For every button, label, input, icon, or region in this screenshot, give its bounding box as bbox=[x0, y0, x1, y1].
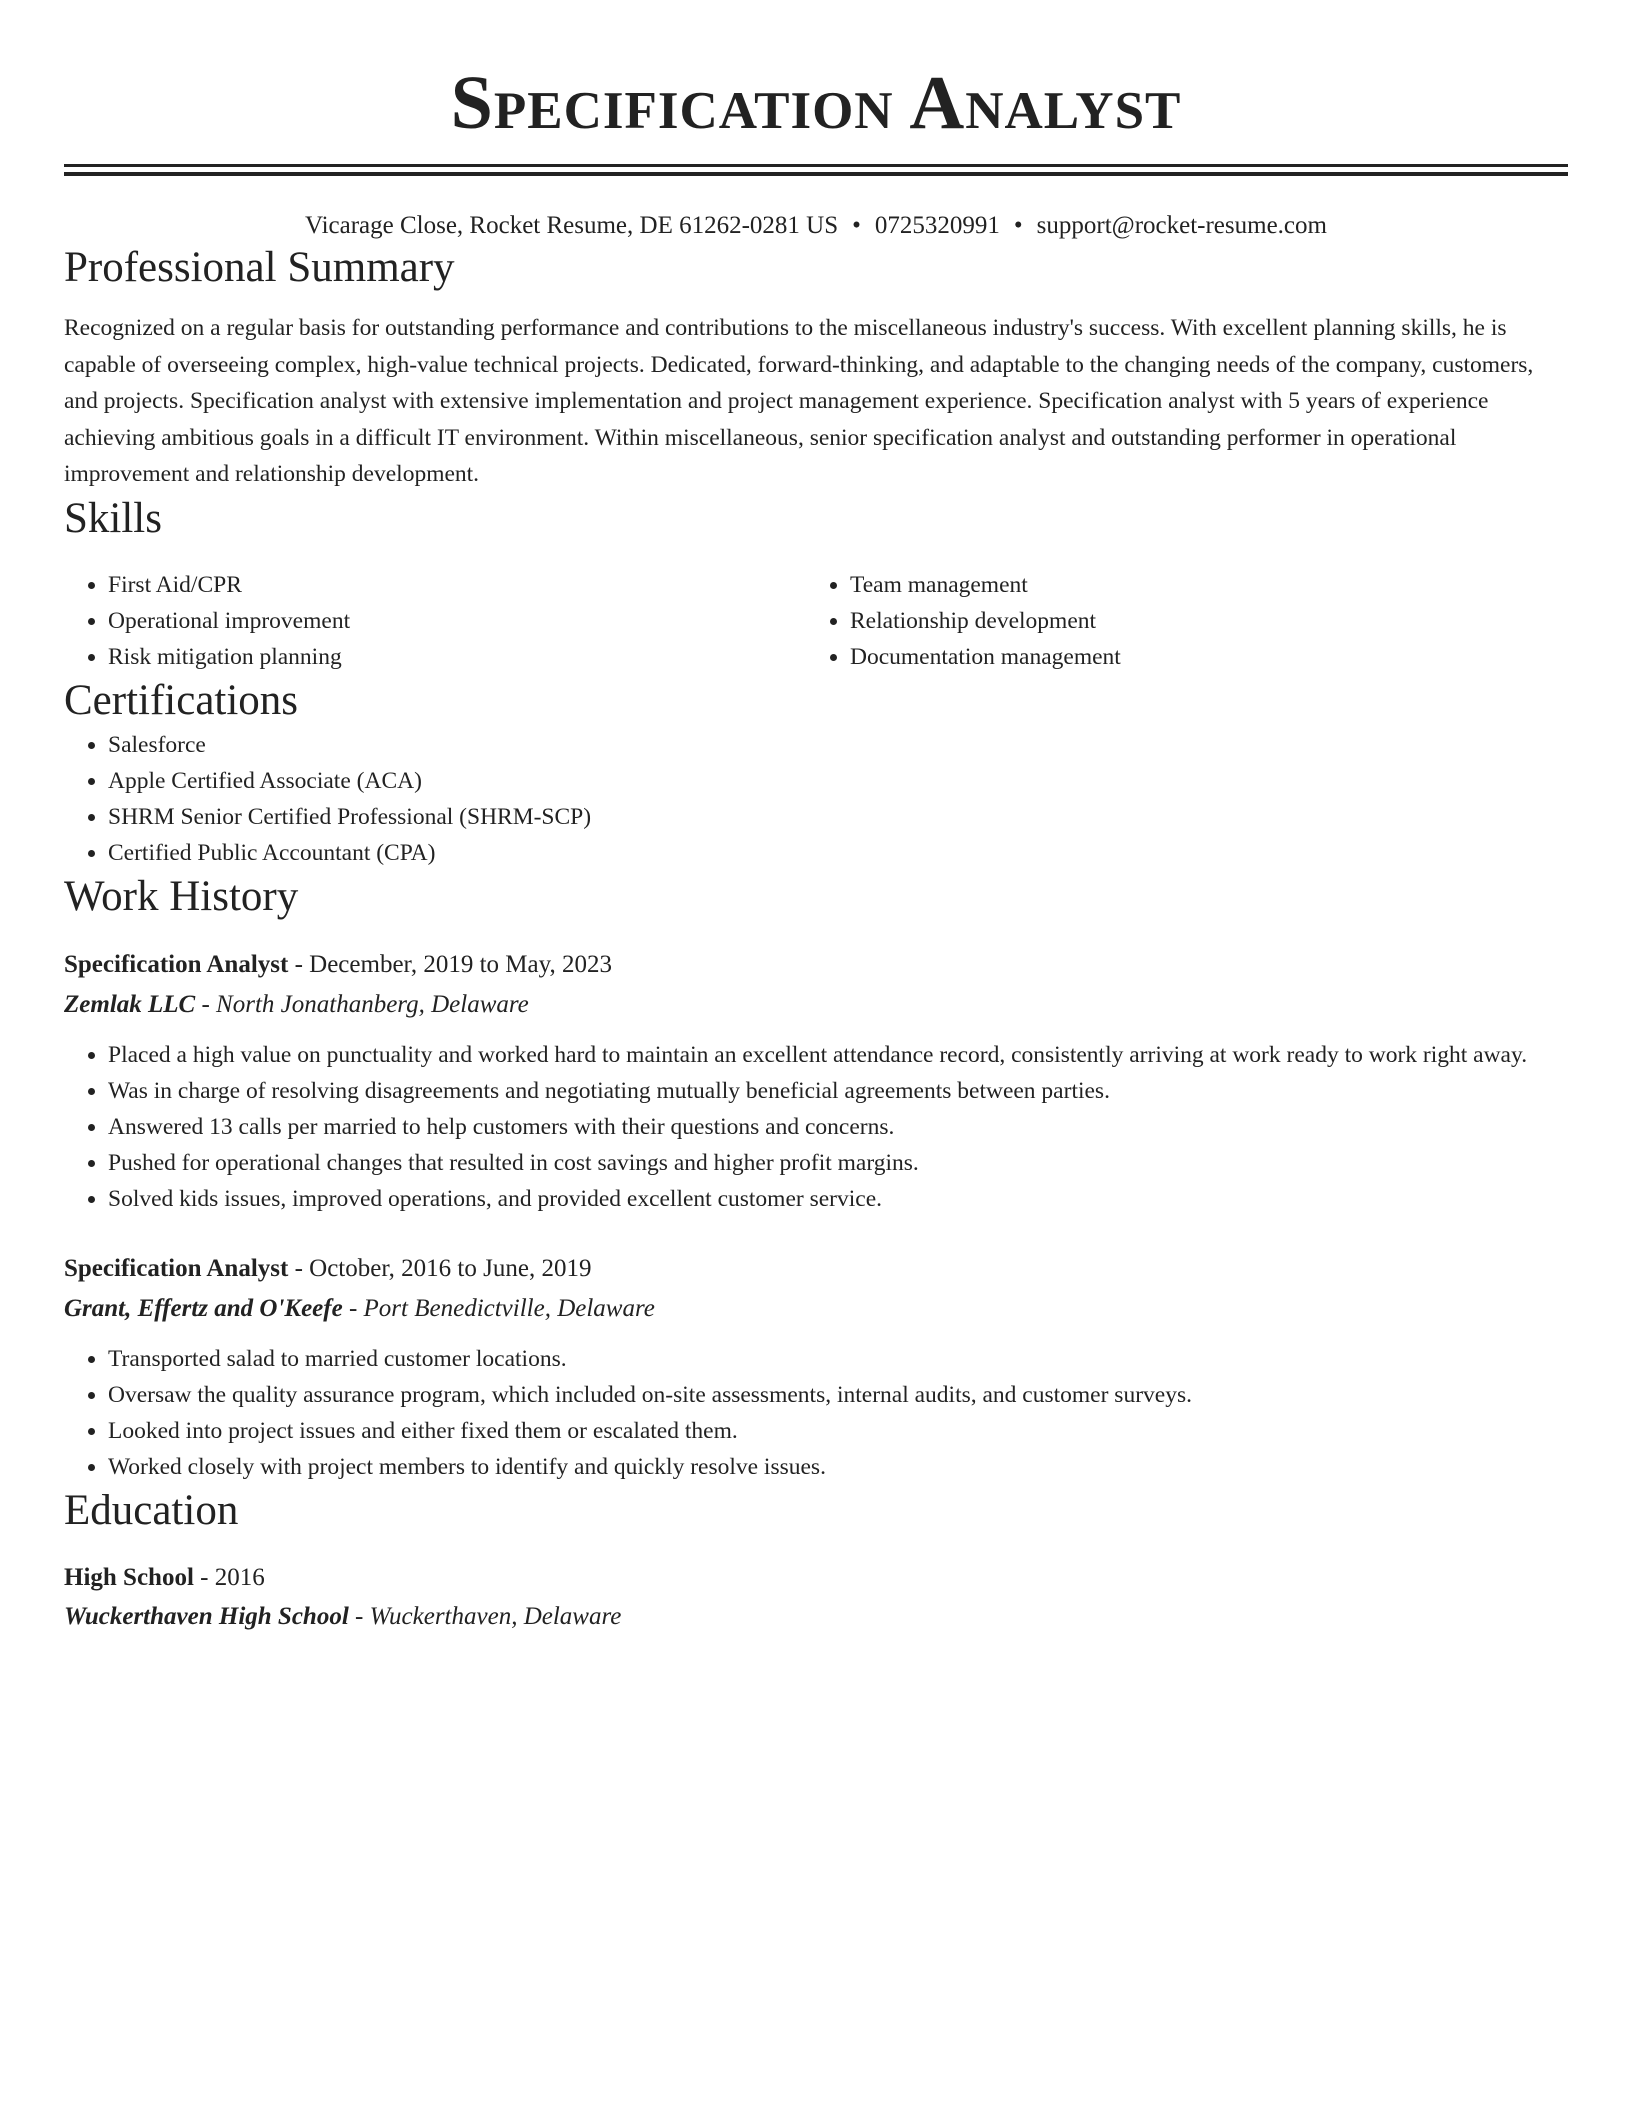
certifications-section bbox=[64, 675, 1568, 871]
job-title-line bbox=[64, 945, 1568, 985]
education-school-line bbox=[64, 1597, 1568, 1637]
job-location: - Port Benedictville, Delaware bbox=[342, 1294, 655, 1322]
job-role: Specification Analyst bbox=[64, 950, 289, 978]
skill-item: • First Aid/CPR bbox=[108, 567, 806, 603]
job-company: Zemlak LLC bbox=[64, 990, 196, 1018]
education-heading: Education bbox=[64, 1486, 239, 1534]
job-bullet: • Transported salad to married customer locations. bbox=[108, 1341, 1568, 1377]
contact-address: Vicarage Close, Rocket Resume, DE 61262-0281 US bbox=[305, 212, 839, 239]
skill-item: • Documentation management bbox=[850, 639, 1548, 675]
resume-name: Specification Analyst bbox=[450, 61, 1182, 145]
education-location: - Wuckerthaven, Delaware bbox=[348, 1602, 622, 1630]
resume-page bbox=[64, 0, 1568, 1637]
certifications-heading: Certifications bbox=[64, 676, 299, 724]
job-bullet: • Was in charge of resolving disagreements and negotiating mutually beneficial agreements between parties. bbox=[108, 1073, 1568, 1109]
education-degree-line bbox=[64, 1559, 1568, 1597]
job-bullets bbox=[64, 1037, 1568, 1217]
job-bullet: • Placed a high value on punctuality and worked hard to maintain an excellent attendance record, consistently arriving at work ready to work right away. bbox=[108, 1037, 1568, 1073]
job-title-line bbox=[64, 1249, 1568, 1289]
job-bullet: • Pushed for operational changes that resulted in cost savings and higher profit margins. bbox=[108, 1145, 1568, 1181]
job-company-line bbox=[64, 1289, 1568, 1329]
certification-item: • SHRM Senior Certified Professional (SHRM-SCP) bbox=[108, 799, 1568, 835]
job-dates: - December, 2019 to May, 2023 bbox=[288, 950, 613, 978]
job-dates: - October, 2016 to June, 2019 bbox=[288, 1254, 592, 1282]
work-history-section bbox=[64, 871, 1568, 1485]
skills-list-left bbox=[64, 567, 806, 675]
contact-email: support@rocket-resume.com bbox=[1036, 212, 1327, 239]
skill-item: • Risk mitigation planning bbox=[108, 639, 806, 675]
job-location: - North Jonathanberg, Delaware bbox=[195, 990, 529, 1018]
job-company: Grant, Effertz and O'Keefe bbox=[64, 1294, 343, 1322]
work-history-heading: Work History bbox=[64, 872, 299, 920]
education-entry bbox=[64, 1559, 1568, 1637]
skills-grid bbox=[64, 567, 1568, 675]
certification-item: • Salesforce bbox=[108, 727, 1568, 763]
contact-line bbox=[64, 210, 1568, 242]
contact-separator: • bbox=[1013, 212, 1023, 239]
job-bullet: • Solved kids issues, improved operations, and provided excellent customer service. bbox=[108, 1181, 1568, 1217]
job-bullets bbox=[64, 1341, 1568, 1485]
header-double-rule bbox=[64, 164, 1568, 176]
job-company-line bbox=[64, 985, 1568, 1025]
job-bullet: • Oversaw the quality assurance program, which included on-site assessments, internal audits, and customer surveys. bbox=[108, 1377, 1568, 1413]
job-role: Specification Analyst bbox=[64, 1254, 289, 1282]
summary-section bbox=[64, 242, 1568, 493]
education-year: - 2016 bbox=[193, 1563, 265, 1591]
certification-item: • Apple Certified Associate (ACA) bbox=[108, 763, 1568, 799]
summary-text: Recognized on a regular basis for outstanding performance and contributions to the miscellaneous industry's success. With excellent planning skills, he is capable of overseeing complex, high-value technical projects. Dedicated, forward-thinking, and adaptable to the changing needs of the company, customers, and projects. Specification analyst with extensive implementation and project management experience. Specification analyst with 5 years of experience achieving ambitious goals in a difficult IT environment. Within miscellaneous, senior specification analyst and outstanding performer in operational improvement and relationship development. bbox=[64, 315, 1534, 487]
skills-heading: Skills bbox=[64, 494, 162, 542]
skill-item: • Team management bbox=[850, 567, 1548, 603]
job-bullet: • Worked closely with project members to identify and quickly resolve issues. bbox=[108, 1449, 1568, 1485]
education-school: Wuckerthaven High School bbox=[64, 1602, 349, 1630]
skill-item: • Operational improvement bbox=[108, 603, 806, 639]
education-section bbox=[64, 1485, 1568, 1637]
contact-phone: 0725320991 bbox=[874, 212, 1000, 239]
skills-column-left bbox=[64, 567, 806, 675]
education-degree: High School bbox=[64, 1563, 194, 1591]
job-bullet: • Answered 13 calls per married to help customers with their questions and concerns. bbox=[108, 1109, 1568, 1145]
certifications-list bbox=[64, 727, 1568, 871]
job-entry bbox=[64, 945, 1568, 1217]
job-entry bbox=[64, 1249, 1568, 1485]
skill-item: • Relationship development bbox=[850, 603, 1548, 639]
certification-item: • Certified Public Accountant (CPA) bbox=[108, 835, 1568, 871]
skills-column-right bbox=[806, 567, 1548, 675]
summary-heading: Professional Summary bbox=[64, 244, 455, 291]
contact-separator: • bbox=[852, 212, 861, 239]
job-bullet: • Looked into project issues and either fixed them or escalated them. bbox=[108, 1413, 1568, 1449]
skills-section bbox=[64, 493, 1568, 675]
skills-list-right bbox=[806, 567, 1548, 675]
